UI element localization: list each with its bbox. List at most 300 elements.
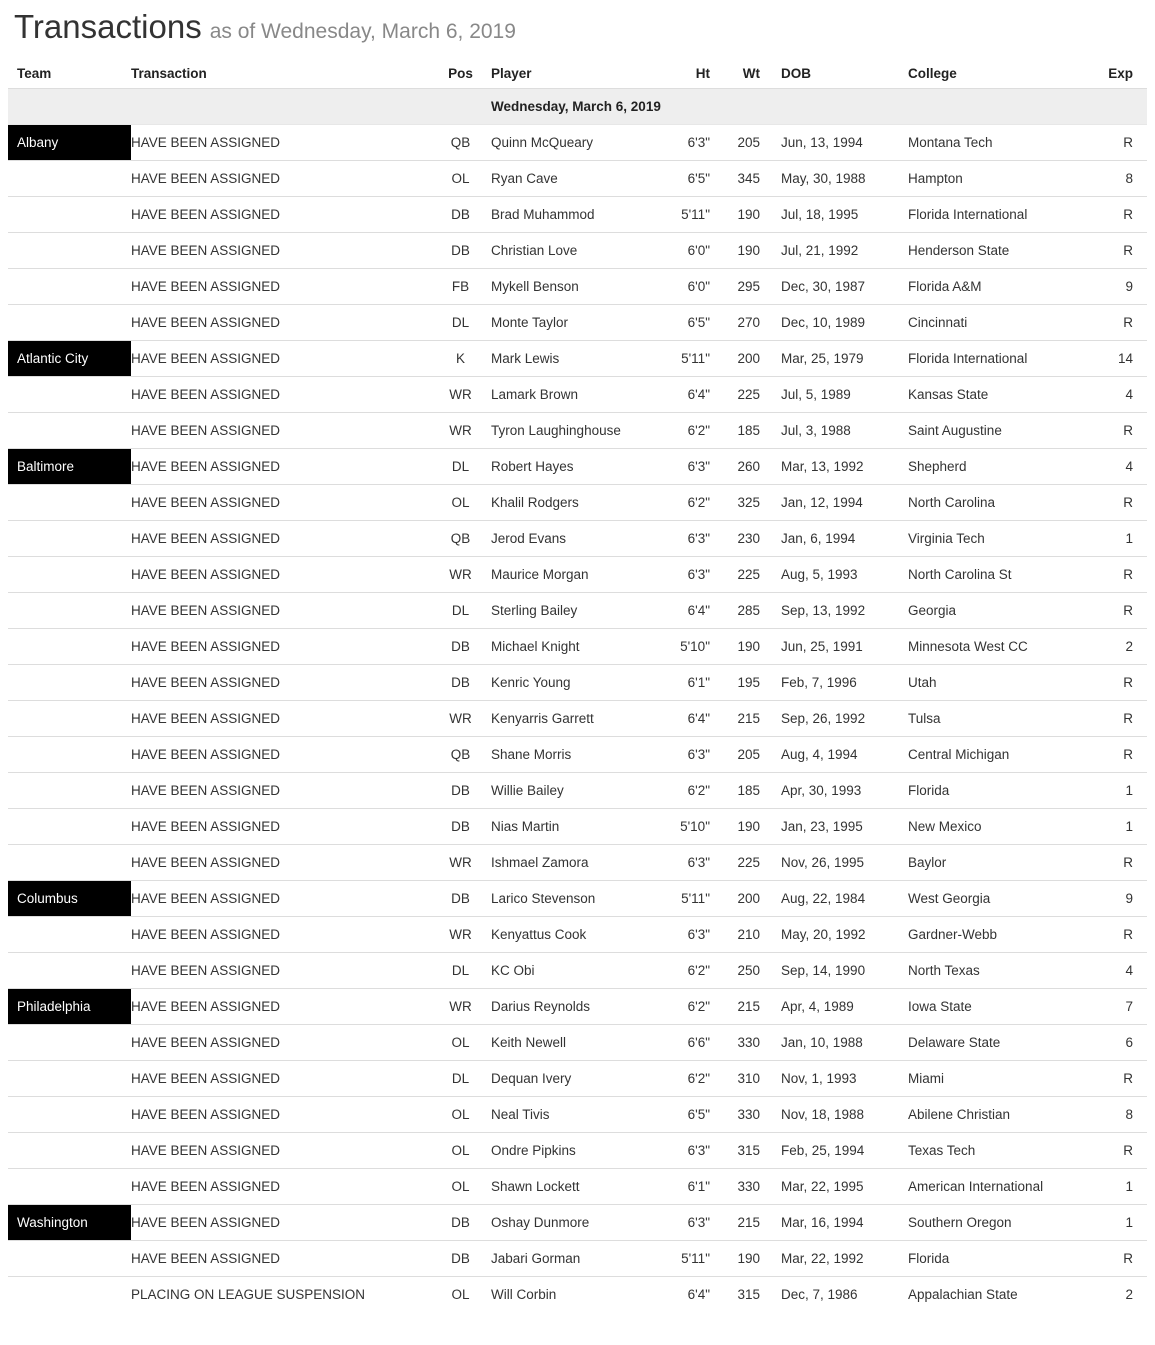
transaction-cell: HAVE BEEN ASSIGNED [131,135,281,150]
transaction-cell: HAVE BEEN ASSIGNED [131,387,281,402]
team-badge [8,485,131,520]
dob-cell: Jan, 12, 1994 [781,495,863,510]
height-cell: 5'10" [680,819,710,834]
exp-cell: R [1123,567,1133,582]
player-cell: Keith Newell [491,1035,567,1050]
table-row [8,268,1147,304]
college-cell: Delaware State [908,1035,1001,1050]
weight-cell: 315 [737,1143,760,1158]
transaction-cell: HAVE BEEN ASSIGNED [131,747,281,762]
college-cell: Kansas State [908,387,989,402]
height-cell: 6'3" [687,459,710,474]
team-badge [8,1061,131,1096]
transaction-cell: HAVE BEEN ASSIGNED [131,459,281,474]
height-cell: 6'3" [687,567,710,582]
transaction-cell: HAVE BEEN ASSIGNED [131,603,281,618]
pos-cell: QB [450,531,471,546]
pos-cell: DL [451,459,470,474]
team-badge: Atlantic City [8,341,131,376]
team-badge: Columbus [8,881,131,916]
height-cell: 6'6" [687,1035,710,1050]
transaction-cell: HAVE BEEN ASSIGNED [131,351,281,366]
exp-cell: R [1123,423,1133,438]
pos-cell: QB [450,135,471,150]
weight-cell: 205 [737,135,760,150]
col-header-pos: Pos [448,65,473,81]
table-body [8,124,1147,1312]
college-cell: Miami [908,1071,944,1086]
exp-cell: R [1123,711,1133,726]
player-cell: Ishmael Zamora [491,855,589,870]
height-cell: 6'1" [687,675,710,690]
weight-cell: 225 [737,387,760,402]
college-cell: West Georgia [908,891,991,906]
exp-cell: R [1123,495,1133,510]
college-cell: Montana Tech [908,135,993,150]
dob-cell: Dec, 30, 1987 [781,279,866,294]
page-title: Transactions [14,8,202,45]
weight-cell: 345 [737,171,760,186]
pos-cell: QB [450,747,471,762]
team-badge [8,161,131,196]
college-cell: Southern Oregon [908,1215,1012,1230]
weight-cell: 330 [737,1179,760,1194]
transaction-cell: HAVE BEEN ASSIGNED [131,1215,281,1230]
page-subtitle: as of Wednesday, March 6, 2019 [209,20,516,43]
weight-cell: 190 [737,819,760,834]
weight-cell: 330 [737,1107,760,1122]
weight-cell: 185 [737,423,760,438]
table-row [8,556,1147,592]
weight-cell: 205 [737,747,760,762]
height-cell: 5'11" [681,1251,710,1266]
height-cell: 6'5" [687,1107,710,1122]
table-row [8,340,1147,376]
col-header-exp: Exp [1108,65,1133,81]
weight-cell: 330 [737,1035,760,1050]
pos-cell: WR [449,855,472,870]
height-cell: 6'3" [687,747,710,762]
college-cell: Saint Augustine [908,423,1002,438]
transaction-cell: HAVE BEEN ASSIGNED [131,243,281,258]
team-badge: Washington [8,1205,131,1240]
college-cell: North Texas [908,963,980,978]
dob-cell: Mar, 16, 1994 [781,1215,864,1230]
college-cell: Florida [908,783,950,798]
table-row [8,1132,1147,1168]
transaction-cell: HAVE BEEN ASSIGNED [131,207,281,222]
dob-cell: Mar, 22, 1995 [781,1179,864,1194]
transaction-cell: HAVE BEEN ASSIGNED [131,423,281,438]
pos-cell: WR [449,387,472,402]
height-cell: 6'2" [687,495,710,510]
pos-cell: DL [451,603,470,618]
exp-cell: 8 [1125,1107,1133,1122]
pos-cell: DL [451,963,470,978]
team-badge [8,377,131,412]
height-cell: 5'11" [681,207,710,222]
table-row [8,988,1147,1024]
weight-cell: 190 [737,243,760,258]
exp-cell: 2 [1125,1287,1133,1302]
exp-cell: 9 [1125,279,1133,294]
exp-cell: R [1123,135,1133,150]
team-badge: Philadelphia [8,989,131,1024]
team-badge [8,629,131,664]
weight-cell: 200 [737,351,760,366]
dob-cell: Jan, 6, 1994 [781,531,856,546]
dob-cell: Jun, 25, 1991 [781,639,863,654]
weight-cell: 195 [737,675,760,690]
team-badge [8,1025,131,1060]
height-cell: 6'4" [687,603,710,618]
college-cell: Texas Tech [908,1143,976,1158]
table-row [8,304,1147,340]
weight-cell: 230 [737,531,760,546]
college-cell: Henderson State [908,243,1010,258]
pos-cell: DB [451,783,470,798]
table-row [8,1240,1147,1276]
col-header-dob: DOB [781,65,811,81]
dob-cell: Dec, 10, 1989 [781,315,866,330]
col-header-team: Team [17,65,52,81]
player-cell: Neal Tivis [491,1107,550,1122]
height-cell: 6'2" [687,963,710,978]
player-cell: KC Obi [491,963,535,978]
exp-cell: 6 [1125,1035,1133,1050]
dob-cell: Jul, 18, 1995 [781,207,859,222]
dob-cell: May, 20, 1992 [781,927,866,942]
table-row [8,484,1147,520]
college-cell: Central Michigan [908,747,1010,762]
transaction-cell: HAVE BEEN ASSIGNED [131,675,281,690]
dob-cell: Apr, 30, 1993 [781,783,862,798]
pos-cell: OL [451,171,470,186]
transaction-cell: HAVE BEEN ASSIGNED [131,171,281,186]
weight-cell: 215 [737,1215,760,1230]
weight-cell: 185 [737,783,760,798]
table-row [8,880,1147,916]
exp-cell: 14 [1117,351,1133,366]
height-cell: 6'3" [687,927,710,942]
dob-cell: Feb, 7, 1996 [781,675,857,690]
player-cell: Khalil Rodgers [491,495,579,510]
exp-cell: R [1123,1143,1133,1158]
table-row [8,916,1147,952]
college-cell: North Carolina [908,495,996,510]
height-cell: 6'3" [687,531,710,546]
team-badge [8,701,131,736]
player-cell: Christian Love [491,243,578,258]
weight-cell: 190 [737,1251,760,1266]
exp-cell: R [1123,1071,1133,1086]
exp-cell: 4 [1125,459,1133,474]
college-cell: Florida International [908,207,1028,222]
weight-cell: 190 [737,639,760,654]
college-cell: Cincinnati [908,315,968,330]
player-cell: Ryan Cave [491,171,558,186]
player-cell: Lamark Brown [491,387,579,402]
player-cell: Will Corbin [491,1287,557,1302]
pos-cell: DB [451,891,470,906]
college-cell: Florida [908,1251,950,1266]
dob-cell: Apr, 4, 1989 [781,999,854,1014]
table-row [8,1168,1147,1204]
table-row [8,1024,1147,1060]
col-header-ht: Ht [695,65,710,81]
pos-cell: DL [451,315,470,330]
pos-cell: WR [449,711,472,726]
college-cell: Hampton [908,171,963,186]
player-cell: Tyron Laughinghouse [491,423,621,438]
dob-cell: Jan, 10, 1988 [781,1035,863,1050]
college-cell: North Carolina St [908,567,1012,582]
height-cell: 6'0" [687,279,710,294]
transactions-table [8,58,1147,1312]
player-cell: Shane Morris [491,747,572,762]
team-badge [8,773,131,808]
pos-cell: OL [451,1035,470,1050]
dob-cell: Feb, 25, 1994 [781,1143,865,1158]
pos-cell: DB [451,819,470,834]
dob-cell: Nov, 1, 1993 [781,1071,857,1086]
player-cell: Ondre Pipkins [491,1143,576,1158]
height-cell: 6'4" [687,711,710,726]
transaction-cell: HAVE BEEN ASSIGNED [131,1143,281,1158]
college-cell: Utah [908,675,937,690]
height-cell: 6'3" [687,855,710,870]
exp-cell: R [1123,207,1133,222]
exp-cell: 4 [1125,387,1133,402]
exp-cell: 9 [1125,891,1133,906]
college-cell: American International [908,1179,1044,1194]
pos-cell: WR [449,927,472,942]
team-badge [8,233,131,268]
transaction-cell: HAVE BEEN ASSIGNED [131,1071,281,1086]
height-cell: 6'3" [687,1215,710,1230]
col-header-college: College [908,65,957,81]
player-cell: Brad Muhammod [491,207,595,222]
pos-cell: DL [451,1071,470,1086]
team-badge [8,1097,131,1132]
team-badge [8,1169,131,1204]
transaction-cell: HAVE BEEN ASSIGNED [131,1107,281,1122]
exp-cell: R [1123,603,1133,618]
exp-cell: 7 [1125,999,1133,1014]
height-cell: 6'2" [687,1071,710,1086]
table-row [8,952,1147,988]
table-row [8,808,1147,844]
dob-cell: Aug, 4, 1994 [781,747,858,762]
team-badge [8,593,131,628]
dob-cell: Mar, 25, 1979 [781,351,864,366]
pos-cell: OL [451,1143,470,1158]
weight-cell: 215 [737,711,760,726]
col-header-transaction: Transaction [131,65,207,81]
college-cell: Florida A&M [908,279,982,294]
col-header-wt: Wt [742,65,760,81]
team-badge [8,917,131,952]
dob-cell: Mar, 13, 1992 [781,459,864,474]
player-cell: Larico Stevenson [491,891,596,906]
table-row [8,1060,1147,1096]
exp-cell: 1 [1125,531,1133,546]
table-row [8,376,1147,412]
dob-cell: Nov, 18, 1988 [781,1107,865,1122]
table-row [8,592,1147,628]
height-cell: 6'3" [687,135,710,150]
team-badge [8,1277,131,1312]
player-cell: Michael Knight [491,639,580,654]
table-row [8,412,1147,448]
team-badge [8,1241,131,1276]
weight-cell: 190 [737,207,760,222]
weight-cell: 295 [737,279,760,294]
team-badge [8,197,131,232]
weight-cell: 310 [737,1071,760,1086]
college-cell: Minnesota West CC [908,639,1028,654]
weight-cell: 210 [737,927,760,942]
height-cell: 6'2" [687,783,710,798]
transaction-cell: PLACING ON LEAGUE SUSPENSION [131,1287,366,1302]
date-band [8,88,1147,124]
date-band-label: Wednesday, March 6, 2019 [491,99,661,114]
player-cell: Kenyarris Garrett [491,711,594,726]
pos-cell: DB [451,1251,470,1266]
dob-cell: Sep, 26, 1992 [781,711,866,726]
player-cell: Maurice Morgan [491,567,589,582]
team-badge [8,521,131,556]
team-badge [8,665,131,700]
transaction-cell: HAVE BEEN ASSIGNED [131,963,281,978]
college-cell: New Mexico [908,819,982,834]
height-cell: 6'2" [687,999,710,1014]
table-row [8,196,1147,232]
dob-cell: Jul, 5, 1989 [781,387,851,402]
team-badge [8,305,131,340]
exp-cell: R [1123,675,1133,690]
height-cell: 6'4" [687,387,710,402]
height-cell: 6'4" [687,1287,710,1302]
team-badge: Baltimore [8,449,131,484]
table-row [8,628,1147,664]
table-row [8,1204,1147,1240]
table-row [8,1276,1147,1312]
pos-cell: DB [451,675,470,690]
exp-cell: 1 [1125,1215,1133,1230]
college-cell: Florida International [908,351,1028,366]
pos-cell: WR [449,999,472,1014]
pos-cell: K [455,351,465,366]
transaction-cell: HAVE BEEN ASSIGNED [131,855,281,870]
height-cell: 6'0" [687,243,710,258]
table-row [8,160,1147,196]
table-row [8,232,1147,268]
dob-cell: Jul, 21, 1992 [781,243,859,258]
player-cell: Darius Reynolds [491,999,591,1014]
team-badge [8,737,131,772]
dob-cell: Nov, 26, 1995 [781,855,865,870]
college-cell: Gardner-Webb [908,927,998,942]
team-badge [8,557,131,592]
transaction-cell: HAVE BEEN ASSIGNED [131,999,281,1014]
col-header-player: Player [491,65,532,81]
transaction-cell: HAVE BEEN ASSIGNED [131,783,281,798]
table-header-row [8,58,1147,88]
player-cell: Quinn McQueary [491,135,594,150]
weight-cell: 325 [737,495,760,510]
transaction-cell: HAVE BEEN ASSIGNED [131,279,281,294]
table-row [8,1096,1147,1132]
team-badge [8,953,131,988]
player-cell: Jabari Gorman [491,1251,581,1266]
team-badge: Albany [8,125,131,160]
team-badge [8,809,131,844]
dob-cell: Jun, 13, 1994 [781,135,863,150]
dob-cell: Aug, 5, 1993 [781,567,858,582]
transaction-cell: HAVE BEEN ASSIGNED [131,819,281,834]
college-cell: Shepherd [908,459,967,474]
weight-cell: 200 [737,891,760,906]
exp-cell: 1 [1125,819,1133,834]
player-cell: Nias Martin [491,819,560,834]
height-cell: 5'11" [681,891,710,906]
exp-cell: 4 [1125,963,1133,978]
transaction-cell: HAVE BEEN ASSIGNED [131,711,281,726]
player-cell: Willie Bailey [491,783,564,798]
table-row [8,844,1147,880]
table-row [8,124,1147,160]
weight-cell: 315 [737,1287,760,1302]
college-cell: Georgia [908,603,957,618]
height-cell: 6'5" [687,171,710,186]
exp-cell: R [1123,927,1133,942]
weight-cell: 260 [737,459,760,474]
college-cell: Virginia Tech [908,531,985,546]
player-cell: Mark Lewis [491,351,560,366]
transaction-cell: HAVE BEEN ASSIGNED [131,1179,281,1194]
college-cell: Tulsa [908,711,941,726]
college-cell: Appalachian State [908,1287,1018,1302]
table-row [8,736,1147,772]
dob-cell: Dec, 7, 1986 [781,1287,858,1302]
exp-cell: 2 [1125,639,1133,654]
height-cell: 5'10" [680,639,710,654]
player-cell: Robert Hayes [491,459,574,474]
exp-cell: R [1123,243,1133,258]
college-cell: Baylor [908,855,947,870]
pos-cell: DB [451,207,470,222]
dob-cell: May, 30, 1988 [781,171,866,186]
page-title-row [8,0,1147,58]
transaction-cell: HAVE BEEN ASSIGNED [131,639,281,654]
pos-cell: OL [451,1107,470,1122]
exp-cell: 1 [1125,1179,1133,1194]
exp-cell: R [1123,855,1133,870]
team-badge [8,1133,131,1168]
pos-cell: DB [451,243,470,258]
dob-cell: Sep, 14, 1990 [781,963,866,978]
dob-cell: Jul, 3, 1988 [781,423,851,438]
pos-cell: OL [451,1287,470,1302]
player-cell: Monte Taylor [491,315,569,330]
player-cell: Kenyattus Cook [491,927,587,942]
dob-cell: Aug, 22, 1984 [781,891,866,906]
pos-cell: WR [449,567,472,582]
college-cell: Iowa State [908,999,972,1014]
exp-cell: R [1123,1251,1133,1266]
table-row [8,448,1147,484]
